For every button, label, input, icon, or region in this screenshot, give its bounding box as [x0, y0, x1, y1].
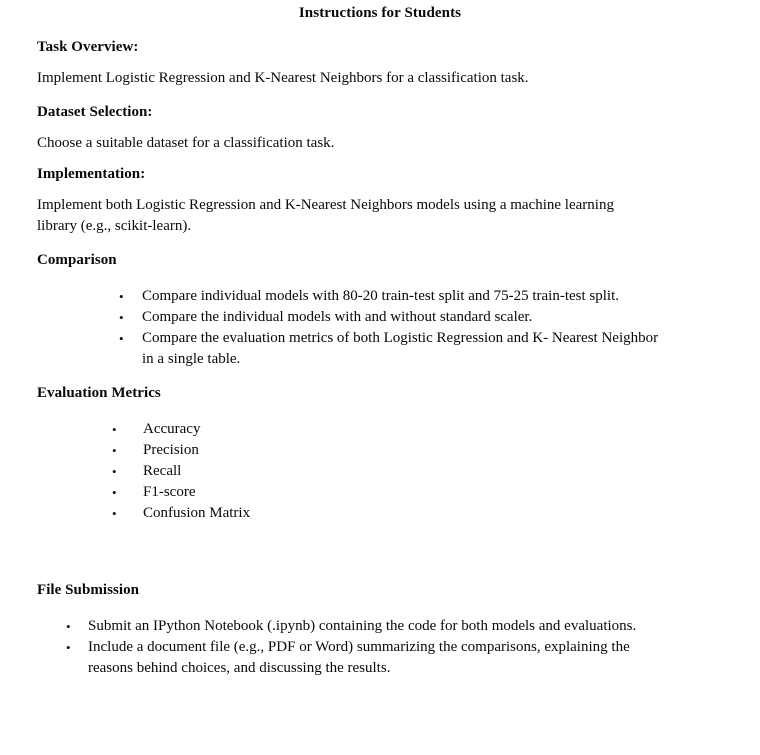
spacer — [0, 599, 760, 616]
section-heading-file-submission: File Submission — [37, 582, 140, 598]
spacer — [0, 154, 760, 166]
spacer — [0, 237, 760, 252]
section-heading-comparison: Comparison — [37, 252, 117, 268]
bullet-icon: • — [112, 443, 117, 458]
bullet-icon: • — [112, 506, 117, 521]
section-paragraph-dataset-selection: Choose a suitable dataset for a classification task. — [37, 135, 335, 151]
list-item-label: Submit an IPython Notebook (.ipynb) containing the code for both models and evaluations. — [88, 618, 637, 634]
list-item-label: Confusion Matrix — [143, 505, 251, 521]
list-item — [0, 307, 760, 328]
spacer — [0, 121, 760, 133]
spacer — [0, 56, 760, 68]
list-item-label: Compare the individual models with and without standard scaler. — [142, 309, 533, 325]
bullet-icon: • — [119, 331, 124, 346]
evaluation-metrics-bullet-list — [0, 419, 760, 524]
list-item-label: Precision — [143, 442, 199, 458]
spacer — [0, 402, 760, 419]
list-item — [0, 616, 760, 637]
list-item — [0, 286, 760, 307]
spacer — [0, 524, 760, 582]
file-submission-bullet-list — [0, 616, 760, 679]
list-item — [0, 419, 760, 440]
list-item — [0, 637, 760, 679]
section-heading-implementation: Implementation: — [37, 166, 146, 182]
page-title: Instructions for Students — [298, 5, 462, 21]
spacer — [0, 89, 760, 104]
bullet-icon: • — [119, 289, 124, 304]
comparison-bullet-list — [0, 286, 760, 370]
spacer — [0, 183, 760, 195]
list-item-label: Compare individual models with 80-20 train-test split and 75-25 train-test split. — [142, 288, 620, 304]
list-item — [0, 328, 760, 370]
section-heading-evaluation-metrics: Evaluation Metrics — [37, 385, 161, 401]
list-item — [0, 461, 760, 482]
bullet-icon: • — [112, 464, 117, 479]
spacer — [0, 22, 760, 39]
bullet-icon: • — [112, 422, 117, 437]
list-item — [0, 482, 760, 503]
bullet-icon: • — [119, 310, 124, 325]
section-heading-task-overview: Task Overview: — [37, 39, 139, 55]
section-heading-dataset-selection: Dataset Selection: — [37, 104, 153, 120]
spacer — [0, 370, 760, 385]
section-paragraph-implementation: Implement both Logistic Regression and K-Nearest Neighbors models using a machine learning library (e.g., scikit-learn). — [37, 197, 614, 234]
list-item-label: Compare the evaluation metrics of both Logistic Regression and K- Nearest Neighbor in a single table. — [142, 330, 659, 367]
bullet-icon: • — [112, 485, 117, 500]
list-item-label: F1-score — [143, 484, 196, 500]
section-paragraph-task-overview: Implement Logistic Regression and K-Nearest Neighbors for a classification task. — [37, 70, 529, 86]
list-item-label: Accuracy — [143, 421, 201, 437]
bullet-icon: • — [66, 619, 71, 634]
bullet-icon: • — [66, 640, 71, 655]
list-item — [0, 440, 760, 461]
list-item-label: Recall — [143, 463, 182, 479]
list-item — [0, 503, 760, 524]
spacer — [0, 269, 760, 286]
list-item-label: Include a document file (e.g., PDF or Word) summarizing the comparisons, explaining the reasons behind choices, and discussing the results. — [88, 639, 630, 676]
